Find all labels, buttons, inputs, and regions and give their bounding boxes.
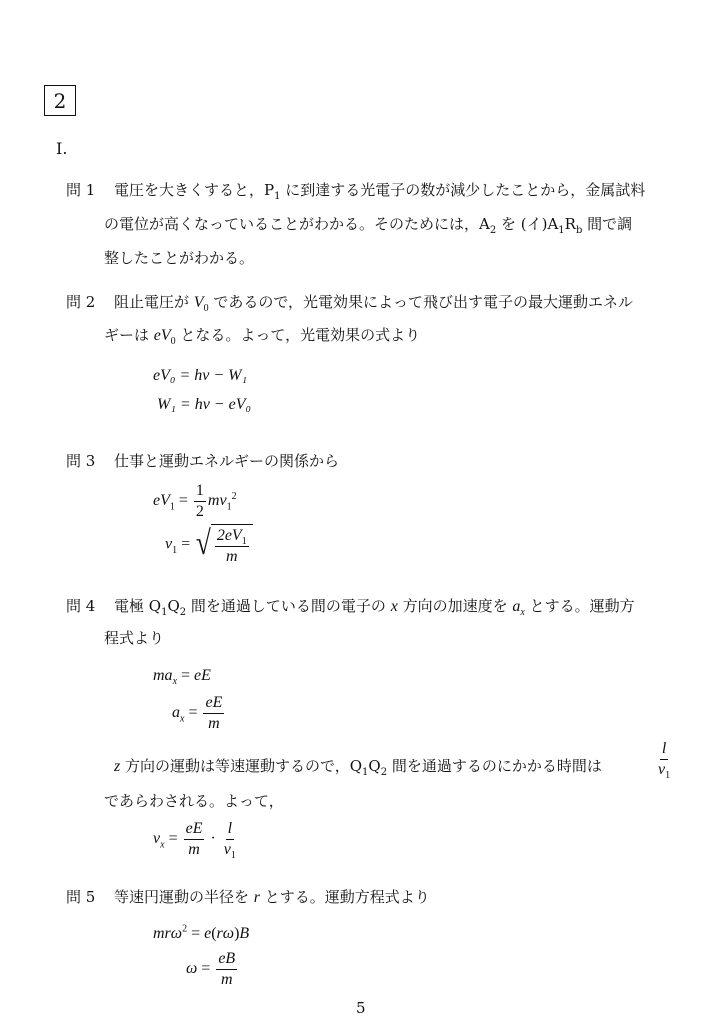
q5-line1-text-b: とする。運動方程式より [260, 888, 430, 906]
q1-line2-text-d: 間で調 [582, 215, 633, 233]
q4-line1-text-b: Q [167, 597, 180, 615]
q4-line1-text-c: 間を通過している間の電子の [186, 597, 391, 615]
q4-line3-text-a: 方向の運動は等速運動するので，Q [120, 757, 363, 775]
q4-line1: 電極 $Q_1Q_2$ 間を通過している間の電子の x 方向の加速度を $a_x$ とする。運動方 [114, 597, 635, 619]
q1-line3: 整したことがわかる。 [104, 249, 255, 267]
q5-line1 [114, 886, 430, 907]
ax-symbol: $a_x$ [512, 598, 525, 619]
q2-equation-2: W₁ = hν − eV₀ [157, 396, 252, 413]
q3-equation-1: $eV_1$ = $\frac{1}{2}$ $mv_1^2$ [153, 482, 237, 520]
part-label: I. [56, 139, 68, 158]
q4-equation-1: $ma_x$ = eE [153, 667, 211, 688]
x-symbol: x [390, 598, 398, 615]
q2-equation-1: eV₀ = hν − W₁ [153, 367, 248, 384]
q4-line4: であらわされる。よって， [104, 792, 284, 810]
r-symbol: r [253, 889, 261, 906]
q5-line1-text-a: 等速円運動の半径を [114, 888, 254, 906]
q1-label: 問 1 [66, 181, 96, 199]
q1-line2-text-a: の電位が高くなっていることがわかる。そのためには，A [104, 215, 490, 233]
q2-line1 [114, 291, 634, 315]
q2-line1-text-b: であるので，光電効果によって飛び出す電子の最大運動エネル [208, 293, 634, 311]
q4-equation-2: $a_x$ = $\frac{eE}{m}$ [172, 694, 223, 732]
q1-line2-text-c: R [564, 215, 576, 233]
q3-line1: 仕事と運動エネルギーの関係から [114, 452, 340, 470]
q4-line1-text-a: 電極 Q [114, 597, 162, 615]
q2-line1-text-a: 阻止電圧が [114, 293, 194, 311]
ev0-symbol: $eV_0$ [153, 327, 176, 348]
q2-line2-text-b: となる。よって，光電効果の式より [175, 326, 421, 344]
q4-line1-text-e: とする。運動方 [524, 597, 635, 615]
q2-line2-text-a: ギーは [104, 326, 154, 344]
q2-label: 問 2 [66, 293, 96, 311]
q4-line1-text-d: 方向の加速度を [397, 597, 513, 615]
q4-equation-3: $v_x$ = $\frac{eE}{m}$ · $\frac{l}{v_1}$ [153, 820, 236, 862]
q3-label: 問 3 [66, 452, 96, 470]
q4-label: 問 4 [66, 597, 96, 615]
problem-number: 2 [53, 88, 67, 113]
v0-symbol: $V_0$ [193, 294, 209, 315]
q2-line2 [104, 324, 421, 348]
q1-line1-text-b: に到達する光電子の数が減少したことから，金属試料 [280, 181, 646, 199]
q1-line1: 電圧を大きくすると，$P_1$ に到達する光電子の数が減少したことから，金属試料 [114, 181, 646, 202]
q4-line3: z 方向の運動は等速運動するので，$Q_1Q_2$ 間を通過するのにかかる時間は [114, 757, 602, 778]
q1-line2: の電位が高くなっていることがわかる。そのためには，$A_2$ を (イ)$A_1R_b$ 間で調 [104, 215, 633, 236]
q4-time-fraction: $\frac{l}{v_1}$ [658, 740, 671, 782]
q4-line3-text-c: 間を通過するのにかかる時間は [387, 757, 602, 775]
q4-line2: 程式より [104, 629, 165, 647]
q1-line1-text-a: 電圧を大きくすると，P [114, 181, 275, 199]
q1-line2-text-b: を (イ)A [496, 215, 559, 233]
q5-equation-2: ω = $\frac{eB}{m}$ [186, 950, 236, 988]
q5-equation-1: mrω$^2$ = e(rω)B [153, 923, 250, 942]
q5-label: 問 5 [66, 888, 96, 906]
q4-line3-text-b: Q [368, 757, 381, 775]
problem-number-box [44, 85, 76, 116]
page-number: 5 [356, 999, 366, 1017]
z-symbol: z [114, 758, 121, 775]
q3-equation-2: $v_1$ = √ $\frac{2eV_1}{m}$ [165, 524, 253, 566]
